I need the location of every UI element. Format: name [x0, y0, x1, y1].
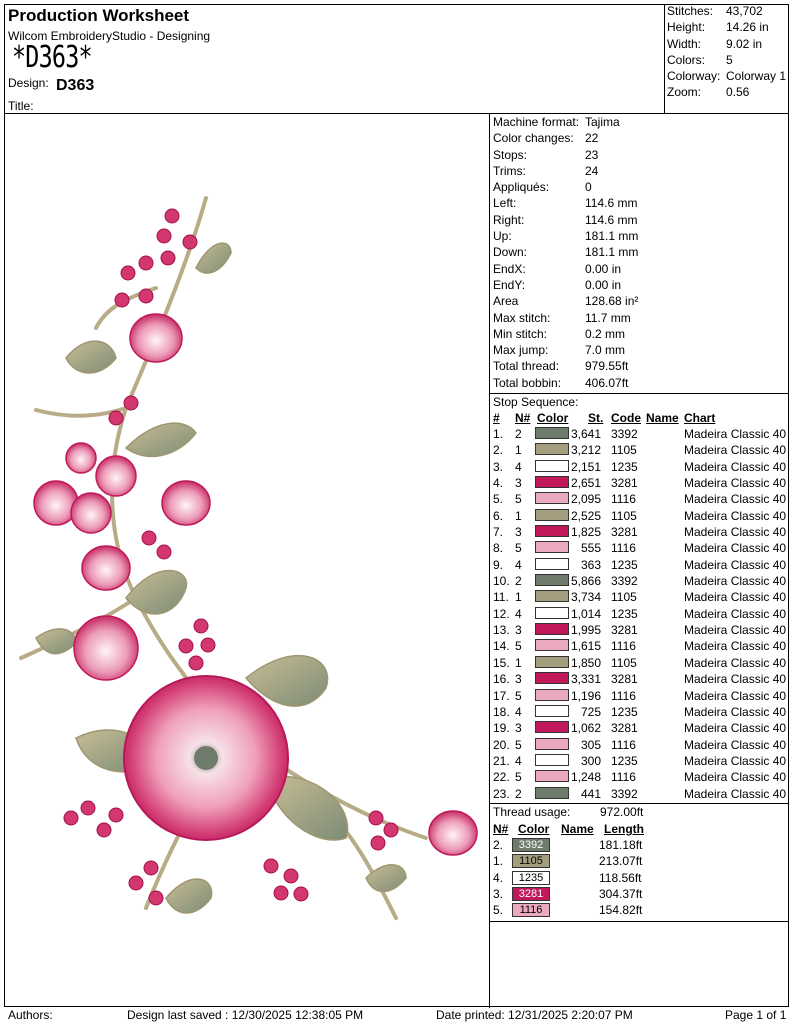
machine-info-row: Max stitch: 11.7 mm	[493, 310, 631, 325]
stop-row: 5. 5 2,095 1116 Madeira Classic 40	[493, 492, 787, 507]
embroidery-preview	[6, 118, 488, 1004]
machine-info-row: Appliqués: 0	[493, 180, 592, 195]
color-swatch	[535, 492, 569, 504]
footer-authors: Authors:	[8, 1008, 53, 1022]
stat-row: Height: 14.26 in	[667, 20, 769, 35]
machine-info-row: Color changes: 22	[493, 131, 599, 146]
color-swatch: 1116	[512, 903, 550, 917]
color-swatch	[535, 541, 569, 553]
stop-row: 17. 5 1,196 1116 Madeira Classic 40	[493, 688, 787, 703]
stop-row: 18. 4 725 1235 Madeira Classic 40	[493, 704, 787, 719]
color-swatch: 1235	[512, 871, 550, 885]
stop-row: 10. 2 5,866 3392 Madeira Classic 40	[493, 574, 787, 589]
color-swatch	[535, 427, 569, 439]
stop-row: 3. 4 2,151 1235 Madeira Classic 40	[493, 459, 787, 474]
design-label: Design:	[8, 76, 49, 90]
color-swatch	[535, 558, 569, 570]
thread-usage-divider	[489, 803, 789, 804]
stat-row: Colorway: Colorway 1	[667, 69, 787, 84]
color-swatch	[535, 476, 569, 488]
machine-info-row: Machine format: Tajima	[493, 115, 620, 129]
usage-row: 1. 1105 213.07ft	[493, 854, 643, 869]
color-swatch	[535, 574, 569, 586]
stat-row: Width: 9.02 in	[667, 36, 763, 51]
color-swatch	[535, 754, 569, 766]
thread-usage-label: Thread usage: 972.00ft	[493, 805, 644, 819]
header-divider	[4, 113, 789, 114]
stop-row: 7. 3 1,825 3281 Madeira Classic 40	[493, 525, 787, 540]
machine-info-row: Right: 114.6 mm	[493, 212, 638, 227]
usage-row: 3. 3281 304.37ft	[493, 886, 643, 901]
color-swatch	[535, 770, 569, 782]
stop-sequence-title: Stop Sequence:	[493, 395, 579, 409]
page-title: Production Worksheet	[8, 6, 190, 25]
stop-row: 1. 2 3,641 3392 Madeira Classic 40	[493, 427, 787, 441]
stop-row: 19. 3 1,062 3281 Madeira Classic 40	[493, 721, 787, 736]
machine-info-row: Total bobbin: 406.07ft	[493, 375, 629, 390]
design-big-name: *D363*	[12, 40, 92, 75]
stat-row: Stitches: 43,702	[667, 4, 763, 18]
usage-row: 2. 3392 181.18ft	[493, 838, 643, 852]
color-swatch	[535, 656, 569, 668]
stop-row: 16. 3 3,331 3281 Madeira Classic 40	[493, 672, 787, 687]
machine-info-row: Left: 114.6 mm	[493, 196, 638, 211]
stat-row: Zoom: 0.56	[667, 85, 750, 100]
color-swatch	[535, 607, 569, 619]
color-swatch	[535, 525, 569, 537]
color-swatch	[535, 639, 569, 651]
stop-row: 13. 3 1,995 3281 Madeira Classic 40	[493, 623, 787, 638]
color-swatch	[535, 623, 569, 635]
stop-sequence-divider	[489, 393, 789, 394]
stop-row: 9. 4 363 1235 Madeira Classic 40	[493, 557, 787, 572]
stats-divider	[664, 4, 665, 114]
thread-usage-table	[493, 838, 693, 919]
stop-row: 15. 1 1,850 1105 Madeira Classic 40	[493, 655, 787, 670]
stop-sequence-header: # N# Color St. Code Name Chart	[493, 411, 716, 425]
usage-bottom-divider	[489, 921, 789, 922]
machine-info	[493, 115, 638, 392]
thread-usage-header: N# Color Name Length	[493, 822, 644, 836]
stop-row: 4. 3 2,651 3281 Madeira Classic 40	[493, 476, 787, 491]
machine-info-row: Total thread: 979.55ft	[493, 359, 629, 374]
stat-row: Colors: 5	[667, 52, 733, 67]
color-swatch	[535, 787, 569, 799]
footer-page: Page 1 of 1	[725, 1008, 787, 1022]
footer-printed: Date printed: 12/31/2025 2:20:07 PM	[436, 1008, 633, 1022]
title-label: Title:	[8, 99, 34, 113]
stop-row: 22. 5 1,248 1116 Madeira Classic 40	[493, 770, 787, 785]
color-swatch	[535, 509, 569, 521]
panel-divider	[489, 114, 490, 1008]
color-swatch	[535, 460, 569, 472]
color-swatch	[535, 443, 569, 455]
usage-row: 5. 1116 154.82ft	[493, 903, 643, 918]
color-swatch	[535, 672, 569, 684]
color-swatch	[535, 590, 569, 602]
usage-row: 4. 1235 118.56ft	[493, 870, 642, 885]
machine-info-row: Trims: 24	[493, 163, 599, 178]
machine-info-row: Up: 181.1 mm	[493, 229, 639, 244]
stop-sequence-table	[493, 427, 789, 803]
stop-row: 14. 5 1,615 1116 Madeira Classic 40	[493, 639, 787, 654]
rose-main	[124, 676, 288, 840]
stop-row: 11. 1 3,734 1105 Madeira Classic 40	[493, 590, 787, 605]
machine-info-row: Max jump: 7.0 mm	[493, 343, 626, 358]
footer-saved: Design last saved : 12/30/2025 12:38:05 PM	[127, 1008, 364, 1022]
color-swatch: 3281	[512, 887, 550, 901]
stop-row: 20. 5 305 1116 Madeira Classic 40	[493, 737, 787, 752]
machine-info-row: EndX: 0.00 in	[493, 261, 622, 276]
color-swatch	[535, 705, 569, 717]
machine-info-row: Min stitch: 0.2 mm	[493, 326, 626, 341]
app-subtitle: Wilcom EmbroideryStudio - Designing	[8, 29, 211, 43]
stop-row: 8. 5 555 1116 Madeira Classic 40	[493, 541, 787, 556]
footer	[0, 1008, 794, 1026]
machine-info-row: EndY: 0.00 in	[493, 277, 622, 292]
color-swatch: 3392	[512, 838, 550, 852]
color-swatch	[535, 738, 569, 750]
machine-info-row: Stops: 23	[493, 147, 599, 162]
color-swatch	[535, 721, 569, 733]
stop-row: 21. 4 300 1235 Madeira Classic 40	[493, 753, 787, 768]
stop-row: 2. 1 3,212 1105 Madeira Classic 40	[493, 443, 787, 458]
machine-info-row: Down: 181.1 mm	[493, 245, 639, 260]
design-stats	[667, 4, 786, 102]
stop-row: 23. 2 441 3392 Madeira Classic 40	[493, 786, 787, 801]
color-swatch	[535, 689, 569, 701]
machine-info-row: Area 128.68 in²	[493, 294, 639, 309]
stop-row: 12. 4 1,014 1235 Madeira Classic 40	[493, 606, 787, 621]
stop-row: 6. 1 2,525 1105 Madeira Classic 40	[493, 508, 787, 523]
color-swatch: 1105	[512, 854, 550, 868]
design-value: D363	[56, 77, 95, 94]
